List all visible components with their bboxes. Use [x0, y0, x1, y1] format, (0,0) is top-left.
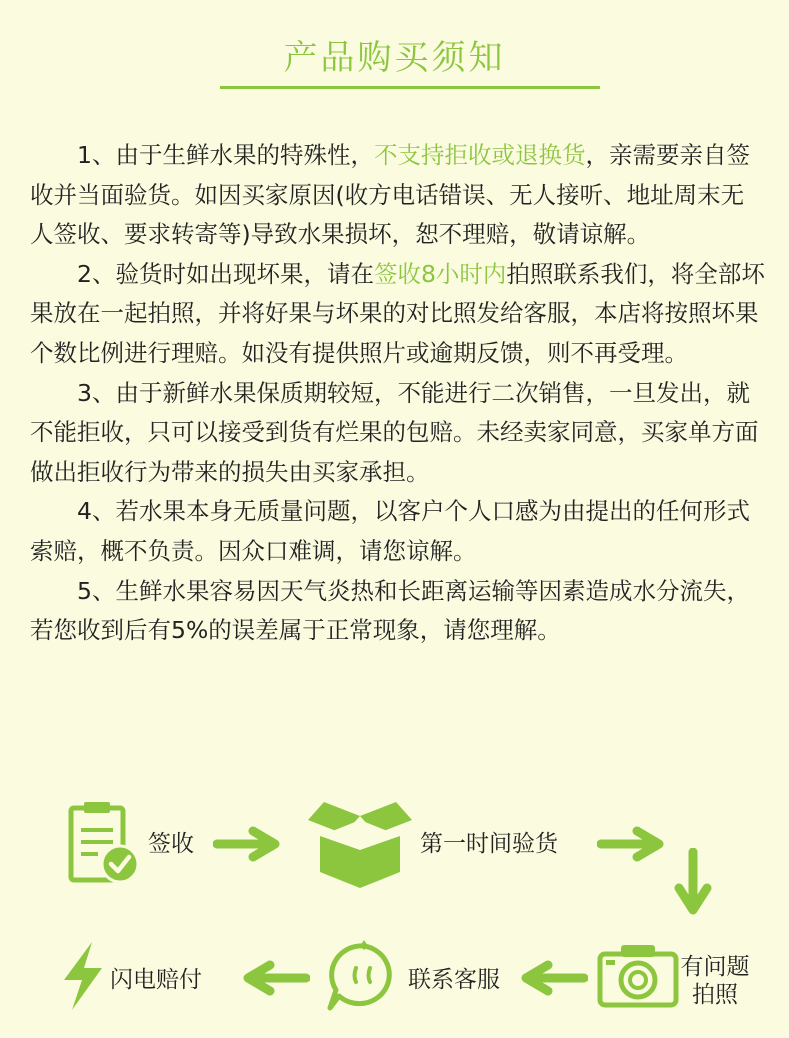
arrow-right-icon [213, 826, 285, 862]
page-title: 产品购买须知 [283, 38, 506, 78]
notice-item-5 [30, 572, 765, 651]
notice-2-text-tail: 拍照联系我们，将全部坏果放在一起拍照，并将好果与坏果的对比照发给客服，本店将按照坏果个数比例进行理赔。如没有提供照片或逾期反馈，则不再受理。 [30, 259, 765, 367]
notice-5-text: 5、生鲜水果容易因天气炎热和长距离运输等因素造成水分流失，若您收到后有5%的误差属于正常现象，请您理解。 [30, 576, 750, 645]
arrow-down-icon [673, 848, 713, 918]
notice-item-3 [30, 374, 765, 493]
notice-3-text: 3、由于新鲜水果保质期较短，不能进行二次销售，一旦发出，就不能拒收，只可以接受到货有烂果的包赔。未经卖家同意，买家单方面做出拒收行为带来的损失由买家承担。 [30, 378, 759, 486]
notice-2-text: 2、验货时如出现坏果，请在 [77, 259, 374, 288]
step-photo-label [680, 953, 750, 1009]
arrow-left-icon [516, 960, 588, 996]
notice-text [30, 136, 765, 651]
notice-item-2 [30, 255, 765, 374]
arrow-right-icon [597, 826, 669, 862]
step-inspect-label: 第一时间验货 [420, 831, 558, 857]
step-photo-label-line1: 有问题 [680, 954, 750, 980]
notice-1-text-tail: ，亲需要亲自签收并当面验货。如因买家原因(收方电话错误、无人接听、地址周末无人签收、要求转寄等)导致水果损坏，恕不理赔，敬请谅解。 [30, 141, 750, 249]
notice-1-text: 1、由于生鲜水果的特殊性， [77, 141, 374, 169]
clipboard-check-icon [68, 800, 140, 886]
notice-item-4 [30, 492, 765, 571]
notice-1-highlight: 不支持拒收或退换货 [373, 141, 586, 169]
camera-icon [597, 942, 679, 1008]
arrow-left-icon [238, 960, 310, 996]
notice-2-highlight: 签收8小时内 [373, 259, 507, 288]
step-contact-label: 联系客服 [408, 967, 500, 993]
step-sign-label: 签收 [148, 831, 194, 857]
chat-bubble-icon [326, 938, 402, 1012]
notice-4-text: 4、若水果本身无质量问题，以客户个人口感为由提出的任何形式索赔，概不负责。因众口难调，请您谅解。 [30, 497, 750, 565]
open-box-icon [306, 798, 414, 890]
title-underline [220, 86, 600, 89]
notice-item-1 [30, 136, 765, 255]
step-photo-label-line2: 拍照 [692, 982, 738, 1008]
lightning-icon [58, 940, 108, 1012]
step-compensate-label: 闪电赔付 [110, 967, 202, 993]
